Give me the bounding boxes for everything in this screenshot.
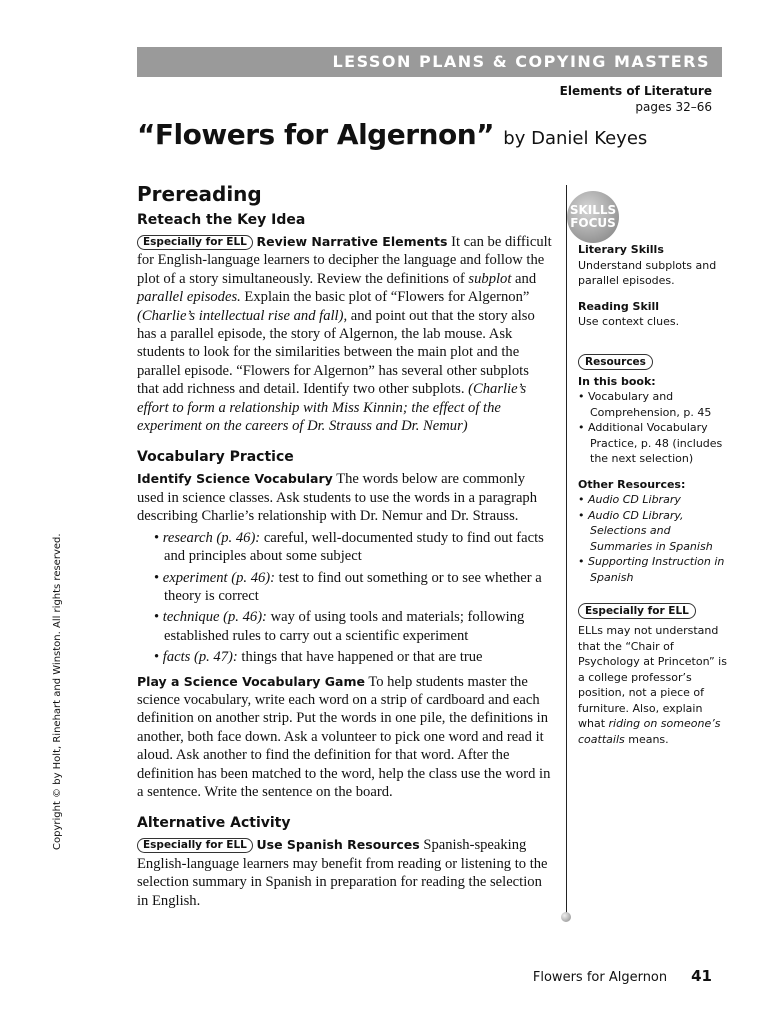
section-banner: LESSON PLANS & COPYING MASTERS: [137, 47, 722, 77]
list-item: • technique (p. 46): way of using tools and materials; following established rules to carry out a scientific experiment: [154, 609, 525, 644]
ell-badge: Especially for ELL: [137, 235, 253, 250]
literary-skills-heading: Literary Skills: [578, 243, 664, 256]
list-item: • Audio CD Library: [578, 493, 681, 506]
list-item: • Vocabulary and Comprehension, p. 45: [578, 390, 712, 419]
other-resources-list: [578, 492, 728, 585]
divider-knob: [561, 912, 571, 922]
vocab-list: [137, 529, 553, 667]
page-footer: [533, 967, 712, 985]
main-column: [137, 182, 553, 910]
alternative-heading: Alternative Activity: [137, 815, 291, 832]
literary-skills-text: Understand subplots and parallel episodes.: [578, 258, 717, 287]
in-book-list: [578, 389, 728, 467]
review-paragraph: Especially for ELL Review Narrative Elements It can be difficult for English-language learners to decipher the language and follow the plot of a story simultaneously. Review the definitions of subplot and parallel episodes. Explain the basic plot of “Flowers for Algernon” (Charlie’s intellectual rise and fall), and point out that the story also has a parallel episode, the story of Algernon, the lab mouse. Ask students to look for the similarities between the main plot and the parallel episode. “Flowers for Algernon” has several other subplots that add richness and detail. Identify two other subplots. (Charlie’s effort to form a relationship with Miss Kinnin; the effect of the experiment on the careers of Dr. Strauss and Dr. Nemur): [137, 234, 552, 435]
resources-badge: Resources: [578, 354, 653, 370]
game-lead: Play a Science Vocabulary Game: [137, 673, 365, 689]
in-book-heading: In this book:: [578, 374, 656, 388]
list-item: • experiment (p. 46): test to find out something or to see whether a theory is correct: [154, 569, 542, 604]
textbook-reference: [560, 83, 712, 115]
reading-skill-text: Use context clues.: [578, 315, 680, 328]
author: by Daniel Keyes: [503, 128, 648, 149]
reteach-heading: Reteach the Key Idea: [137, 212, 306, 228]
identify-lead: Identify Science Vocabulary: [137, 471, 333, 487]
skills-focus-badge: SKILLS FOCUS: [567, 191, 619, 243]
alternative-paragraph: Especially for ELL Use Spanish Resources Spanish-speaking English-language learners may benefit from reading or listening to the selection summary in Spanish in preparation for reading the selection in English.: [137, 837, 548, 909]
other-resources-heading: Other Resources:: [578, 477, 686, 491]
footer-title: Flowers for Algernon: [532, 970, 668, 985]
prereading-heading: Prereading: [137, 182, 262, 206]
page-title: [137, 118, 647, 151]
alternative-lead: Use Spanish Resources: [256, 837, 420, 853]
page-number: 41: [691, 967, 712, 985]
textbook-title: Elements of Literature: [559, 84, 712, 98]
ell-badge: Especially for ELL: [137, 838, 253, 853]
ell-note: ELLs may not understand that the “Chair of Psychology at Princeton” is a college professor’s position, not a piece of furniture. Also, explain what riding on someone’s coattails means.: [578, 624, 727, 746]
list-item: • research (p. 46): careful, well-documented study to find out facts and principles about some subject: [154, 529, 544, 565]
game-paragraph: Play a Science Vocabulary Game To help students master the science vocabulary, write each word on a strip of cardboard and each definition on another strip. Put the words in one pile, the definitions in another, both face down. Ask a volunteer to pick one word and read it aloud. Ask another to find the definition for that word. After the definition has been matched to the word, help the class use the word in a sentence. Write the sentence on the board.: [137, 673, 551, 800]
reading-skill-heading: Reading Skill: [578, 299, 660, 313]
copyright-notice: Copyright © by Holt, Rinehart and Winston. All rights reserved.: [52, 533, 63, 850]
vocab-heading: Vocabulary Practice: [137, 449, 294, 466]
identify-paragraph: Identify Science Vocabulary The words below are commonly used in science classes. Ask students to use the words in a paragraph describing Charlie’s relationship with Dr. Nemur and Dr. Strauss.: [137, 471, 538, 525]
list-item: • Audio CD Library, Selections and Summaries in Spanish: [578, 508, 713, 553]
review-lead: Review Narrative Elements: [256, 234, 448, 249]
ell-badge: Especially for ELL: [578, 603, 696, 619]
sidebar: [578, 242, 728, 747]
textbook-pages: pages 32–66: [635, 100, 712, 114]
sidebar-divider: [566, 185, 567, 915]
work-title: “Flowers for Algernon”: [137, 118, 495, 151]
list-item: • facts (p. 47): things that have happened or that are true: [154, 649, 483, 666]
list-item: • Additional Vocabulary Practice, p. 48 (includes the next selection): [578, 421, 723, 465]
list-item: • Supporting Instruction in Spanish: [578, 555, 725, 584]
